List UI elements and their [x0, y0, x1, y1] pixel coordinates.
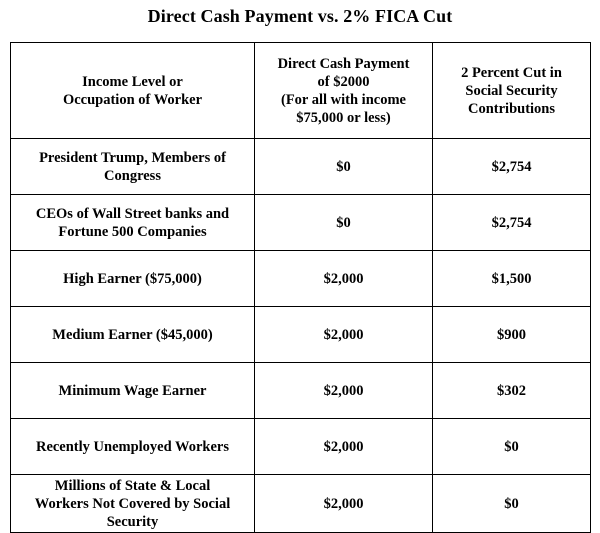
cell-direct-cash: $2,000	[255, 419, 433, 475]
table-row	[11, 475, 591, 533]
cell-fica-cut: $0	[433, 475, 591, 533]
cell-direct-cash: $2,000	[255, 307, 433, 363]
cell-fica-cut: $900	[433, 307, 591, 363]
cell-direct-cash: $2,000	[255, 363, 433, 419]
cell-income-level: Millions of State & Local Workers Not Covered by Social Security	[11, 475, 255, 533]
cell-income-level: High Earner ($75,000)	[11, 251, 255, 307]
table-row	[11, 307, 591, 363]
cell-income-level: Medium Earner ($45,000)	[11, 307, 255, 363]
cell-fica-cut: $2,754	[433, 139, 591, 195]
cell-fica-cut: $302	[433, 363, 591, 419]
cell-fica-cut: $0	[433, 419, 591, 475]
cell-direct-cash: $2,000	[255, 475, 433, 533]
cell-direct-cash: $0	[255, 195, 433, 251]
page-title: Direct Cash Payment vs. 2% FICA Cut	[147, 6, 453, 26]
cell-income-level: Minimum Wage Earner	[11, 363, 255, 419]
cell-income-level: CEOs of Wall Street banks and Fortune 500 Companies	[11, 195, 255, 251]
cell-income-level: President Trump, Members of Congress	[11, 139, 255, 195]
header-row	[11, 43, 591, 139]
cell-fica-cut: $2,754	[433, 195, 591, 251]
table-row	[11, 363, 591, 419]
table-row	[11, 419, 591, 475]
cell-income-level: Recently Unemployed Workers	[11, 419, 255, 475]
cell-direct-cash: $0	[255, 139, 433, 195]
header-income-level: Income Level or Occupation of Worker	[11, 43, 255, 139]
header-fica-cut: 2 Percent Cut in Social Security Contributions	[433, 43, 591, 139]
table-row	[11, 251, 591, 307]
header-direct-cash-payment: Direct Cash Payment of $2000 (For all with income $75,000 or less)	[255, 43, 433, 139]
table-row	[11, 139, 591, 195]
cell-direct-cash: $2,000	[255, 251, 433, 307]
comparison-table	[10, 42, 591, 533]
cell-fica-cut: $1,500	[433, 251, 591, 307]
table-row	[11, 195, 591, 251]
